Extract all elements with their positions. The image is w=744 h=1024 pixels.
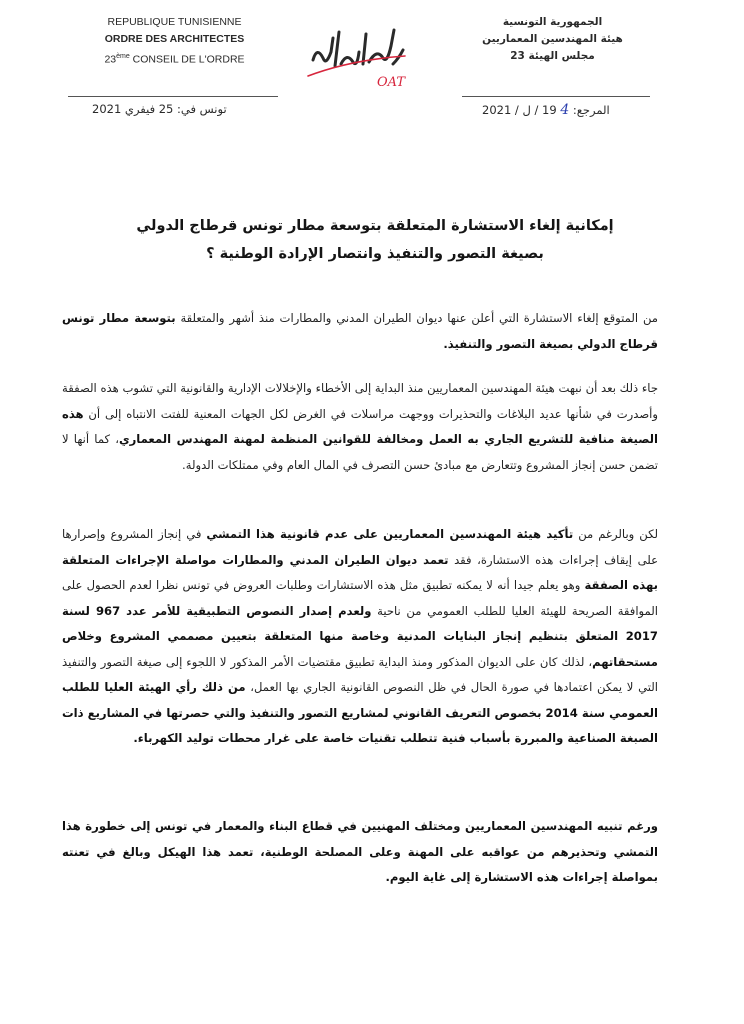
p3-bold-b: تأكيد هيئة المهندسين المعماريين على عدم قانونية هذا التمشي xyxy=(206,527,574,541)
p2-text-c: ، كما أنها لا تضمن حسن إنجاز المشروع وتتعارض مع مبادئ حسن التصرف في المال العام وفي ممتلكات الدولة. xyxy=(62,432,658,472)
p2-bold: هذه الصيغة منافية للتشريع الجاري به العمل ومخالفة للقوانين المنظمة لمهنة المهندس المعماري xyxy=(62,406,658,446)
p3-bold-d: تعمد ديوان الطيران المدني والمطارات مواصلة الإجراءات المتعلقة بهذه الصفقة xyxy=(62,552,658,592)
header-right-divider xyxy=(462,96,650,97)
council-label-ar: مجلس الهيئة 23 xyxy=(510,50,595,62)
title-line-2: بصيغة التصور والتنفيذ وانتصار الإرادة الوطنية ؟ xyxy=(206,246,544,262)
p3-text-e: وهو يعلم جيدا أنه لا يمكنه تطبيق مثل هذه الاستشارات وطلبات العروض في تونس نظرا لعدم الحصول على الموافقة الصريحة للهيئة العليا للطلب العمومي من ناحية xyxy=(62,578,658,618)
order-name-ar: هيئة المهندسين المعماريين xyxy=(482,33,623,45)
header-left xyxy=(82,14,267,69)
document-reference xyxy=(482,102,610,118)
p1-text: من المتوقع إلغاء الاستشارة التي أعلن عنها ديوان الطيران المدني والمطارات منذ أشهر والمتعلقة xyxy=(175,311,658,325)
document-date: تونس في: 25 فيفري 2021 xyxy=(92,102,227,116)
republic-label-ar: الجمهورية التونسية xyxy=(502,16,603,28)
p3-text-a: لكن وبالرغم من xyxy=(573,527,658,541)
council-label-fr xyxy=(82,48,267,69)
document-title xyxy=(95,212,655,268)
header-left-divider xyxy=(68,96,278,97)
p1-bold: بتوسعة مطار تونس قرطاج الدولي بصيغة التصور والتنفيذ. xyxy=(62,311,658,351)
order-name-fr: ORDRE DES ARCHITECTES xyxy=(104,33,245,45)
council-text: CONSEIL DE L'ORDRE xyxy=(129,53,245,66)
reference-number: 19 / ل / 2021 xyxy=(482,103,557,117)
p3-bold-h: من ذلك رأي الهيئة العليا للطلب العمومي سنة 2014 بخصوص التعريف القانوني لمشاريع التصور والتنفيذ والتي حصرتها في المشاريع ذات الصبغة الصناعية والمبررة بأسباب فنية تتطلب تقنيات خاصة على غرار محطات توليد الكهرباء. xyxy=(62,680,658,745)
p3-text-g: ، لذلك كان على الديوان المذكور ومنذ البداية تطبيق مقتضيات الأمر المذكور لا اللجوء إلى صيغة التصور والتنفيذ التي لا يمكن اعتمادها في صورة الحال في ظل النصوص القانونية الجاري بها العمل، xyxy=(62,654,658,694)
p4-text: ورغم تنبيه المهندسين المعماريين ومختلف المهنيين في قطاع البناء والمعمار في تونس إلى خطورة هذا التمشي وتحذيرهم من عواقبه على المهنة وعلى المصلحة الوطنية، تعمد هذا الهيكل وبالغ في تعنته بمواصلة إجراءات هذه الاستشارة إلى غاية اليوم. xyxy=(62,819,658,884)
paragraph-1 xyxy=(62,306,658,357)
reference-handwritten: 4 xyxy=(560,102,570,118)
council-ordinal: ème xyxy=(116,53,130,60)
order-logo xyxy=(305,20,410,95)
republic-label-fr: REPUBLIQUE TUNISIENNE xyxy=(107,16,242,28)
logo-sub: OAT xyxy=(377,75,406,90)
paragraph-2 xyxy=(62,376,658,478)
p2-text-a: جاء ذلك بعد أن نبهت هيئة المهندسين المعماريين منذ البداية إلى الأخطاء والإخلالات الإدارية والقانونية التي تشوب هذه الصفقة وأصدرت في شأنها عديد البلاغات والتحذيرات ووجهت مراسلات في الغرض لكل الجهات المعنية للفتت الانتباه إلى أن xyxy=(62,381,658,421)
p3-bold-f: ولعدم إصدار النصوص التطبيقية للأمر عدد 967 لسنة 2017 المتعلق بتنظيم إنجاز البنايات المدنية وخاصة منها المتعلقة بتعيين مصممي المشروع وخلاص مستحقاتهم xyxy=(62,603,658,669)
paragraph-4 xyxy=(62,814,658,891)
header-right xyxy=(470,14,635,65)
reference-label: المرجع: xyxy=(572,103,610,117)
paragraph-3 xyxy=(62,522,658,752)
title-line-1: إمكانية إلغاء الاستشارة المتعلقة بتوسعة مطار تونس قرطاج الدولي xyxy=(136,218,614,234)
council-number: 23 xyxy=(104,53,117,66)
p3-text-c: في إنجاز المشروع وإصرارها على إيقاف إجراءات هذه الاستشارة، فقد xyxy=(62,527,659,567)
